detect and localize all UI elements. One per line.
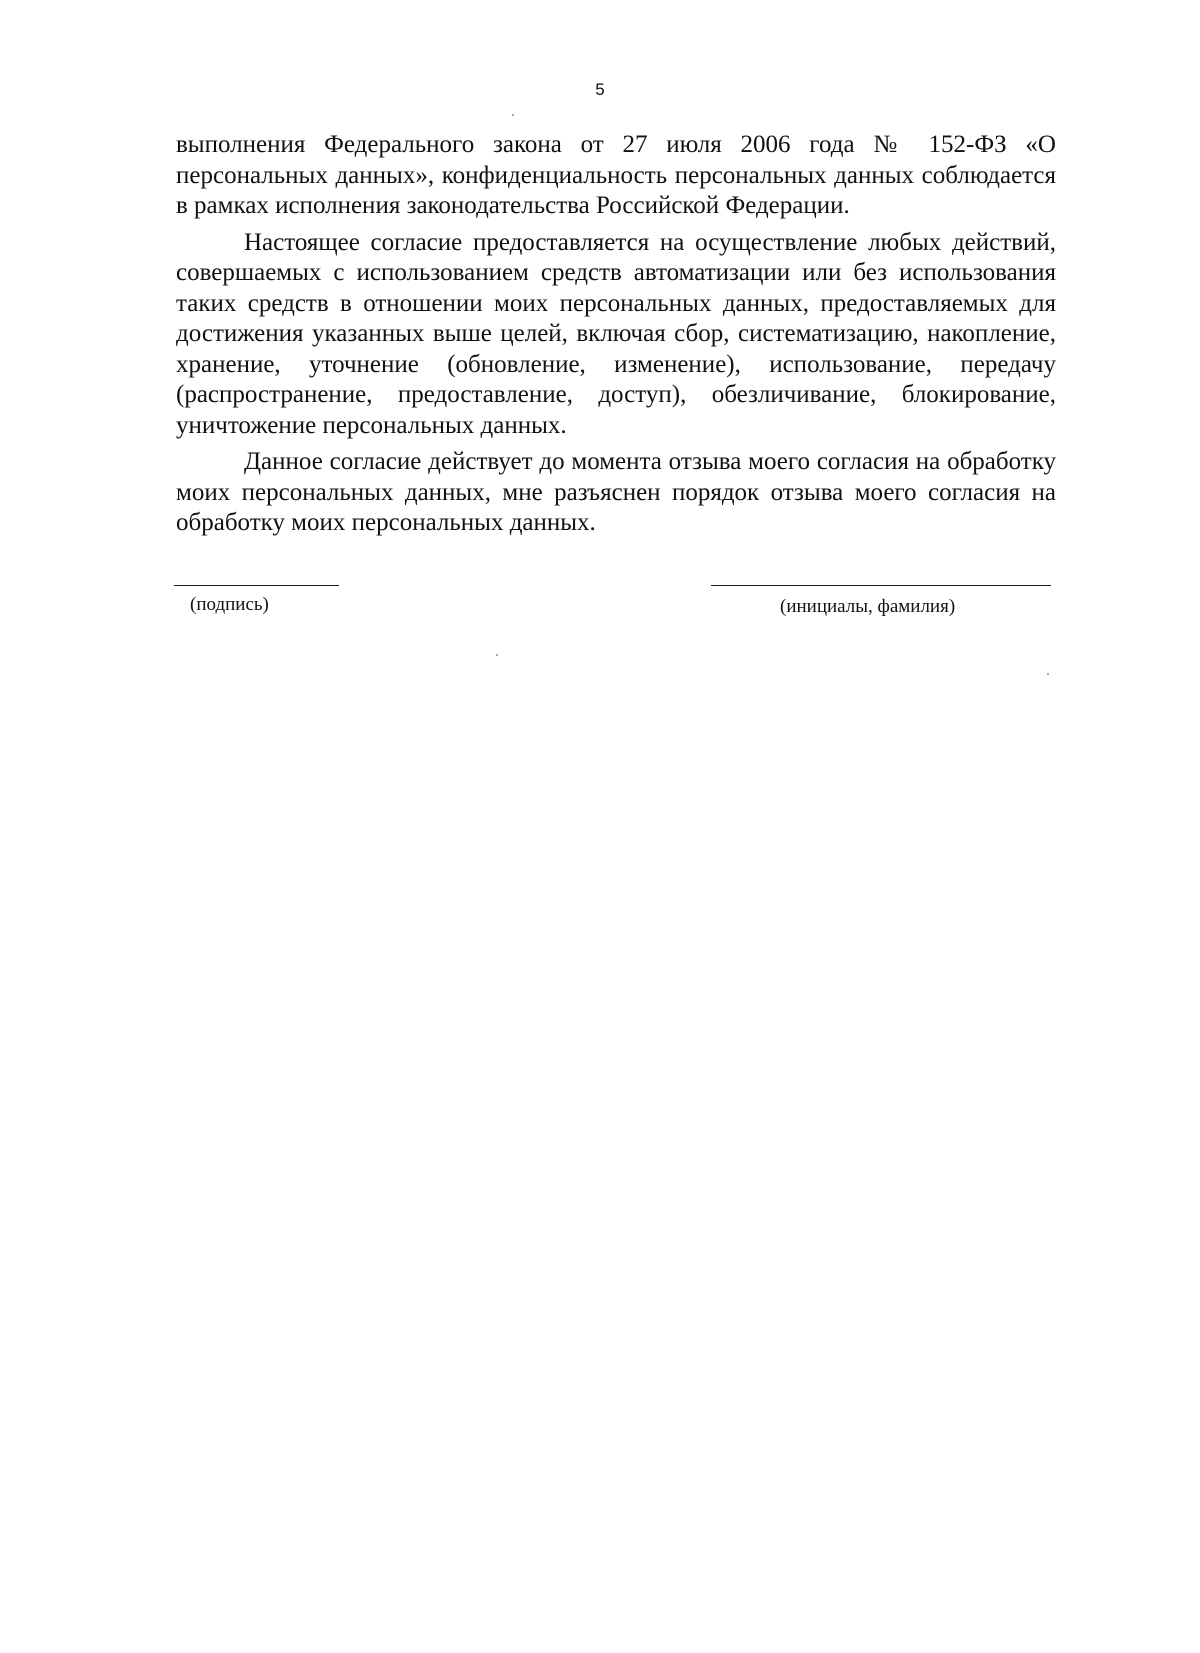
paragraph-continuation: выполнения Федерального закона от 27 июля 2006 года № 152-ФЗ «О персональных данных», конфиденциальность персональных данных соблюдается в рамках исполнения законодательства Российской Федерации. — [176, 131, 1056, 219]
scan-speck — [496, 654, 498, 656]
signature-caption: (подпись) — [190, 594, 269, 615]
name-caption: (инициалы, фамилия) — [780, 596, 956, 617]
consent-body — [176, 130, 1056, 545]
scan-speck — [512, 114, 514, 116]
name-line — [711, 585, 1051, 586]
paragraph-consent-scope: Настоящее согласие предоставляется на осуществление любых действий, совершаемых с использованием средств автоматизации или без использования таких средств в отношении моих персональных данных, предоставляемых для достижения указанных выше целей, включая сбор, систематизацию, накопление, хранение, уточнение (обновление, изменение), использование, передачу (распространение, предоставление, доступ), обезличивание, блокирование, уничтожение персональных данных. — [176, 228, 1056, 439]
page-number: 5 — [595, 80, 605, 99]
paragraph-consent-validity: Данное согласие действует до момента отзыва моего согласия на обработку моих персональных данных, мне разъяснен порядок отзыва моего согласия на обработку моих персональных данных. — [176, 448, 1056, 536]
scan-speck — [1047, 673, 1049, 675]
signature-line — [174, 585, 339, 586]
